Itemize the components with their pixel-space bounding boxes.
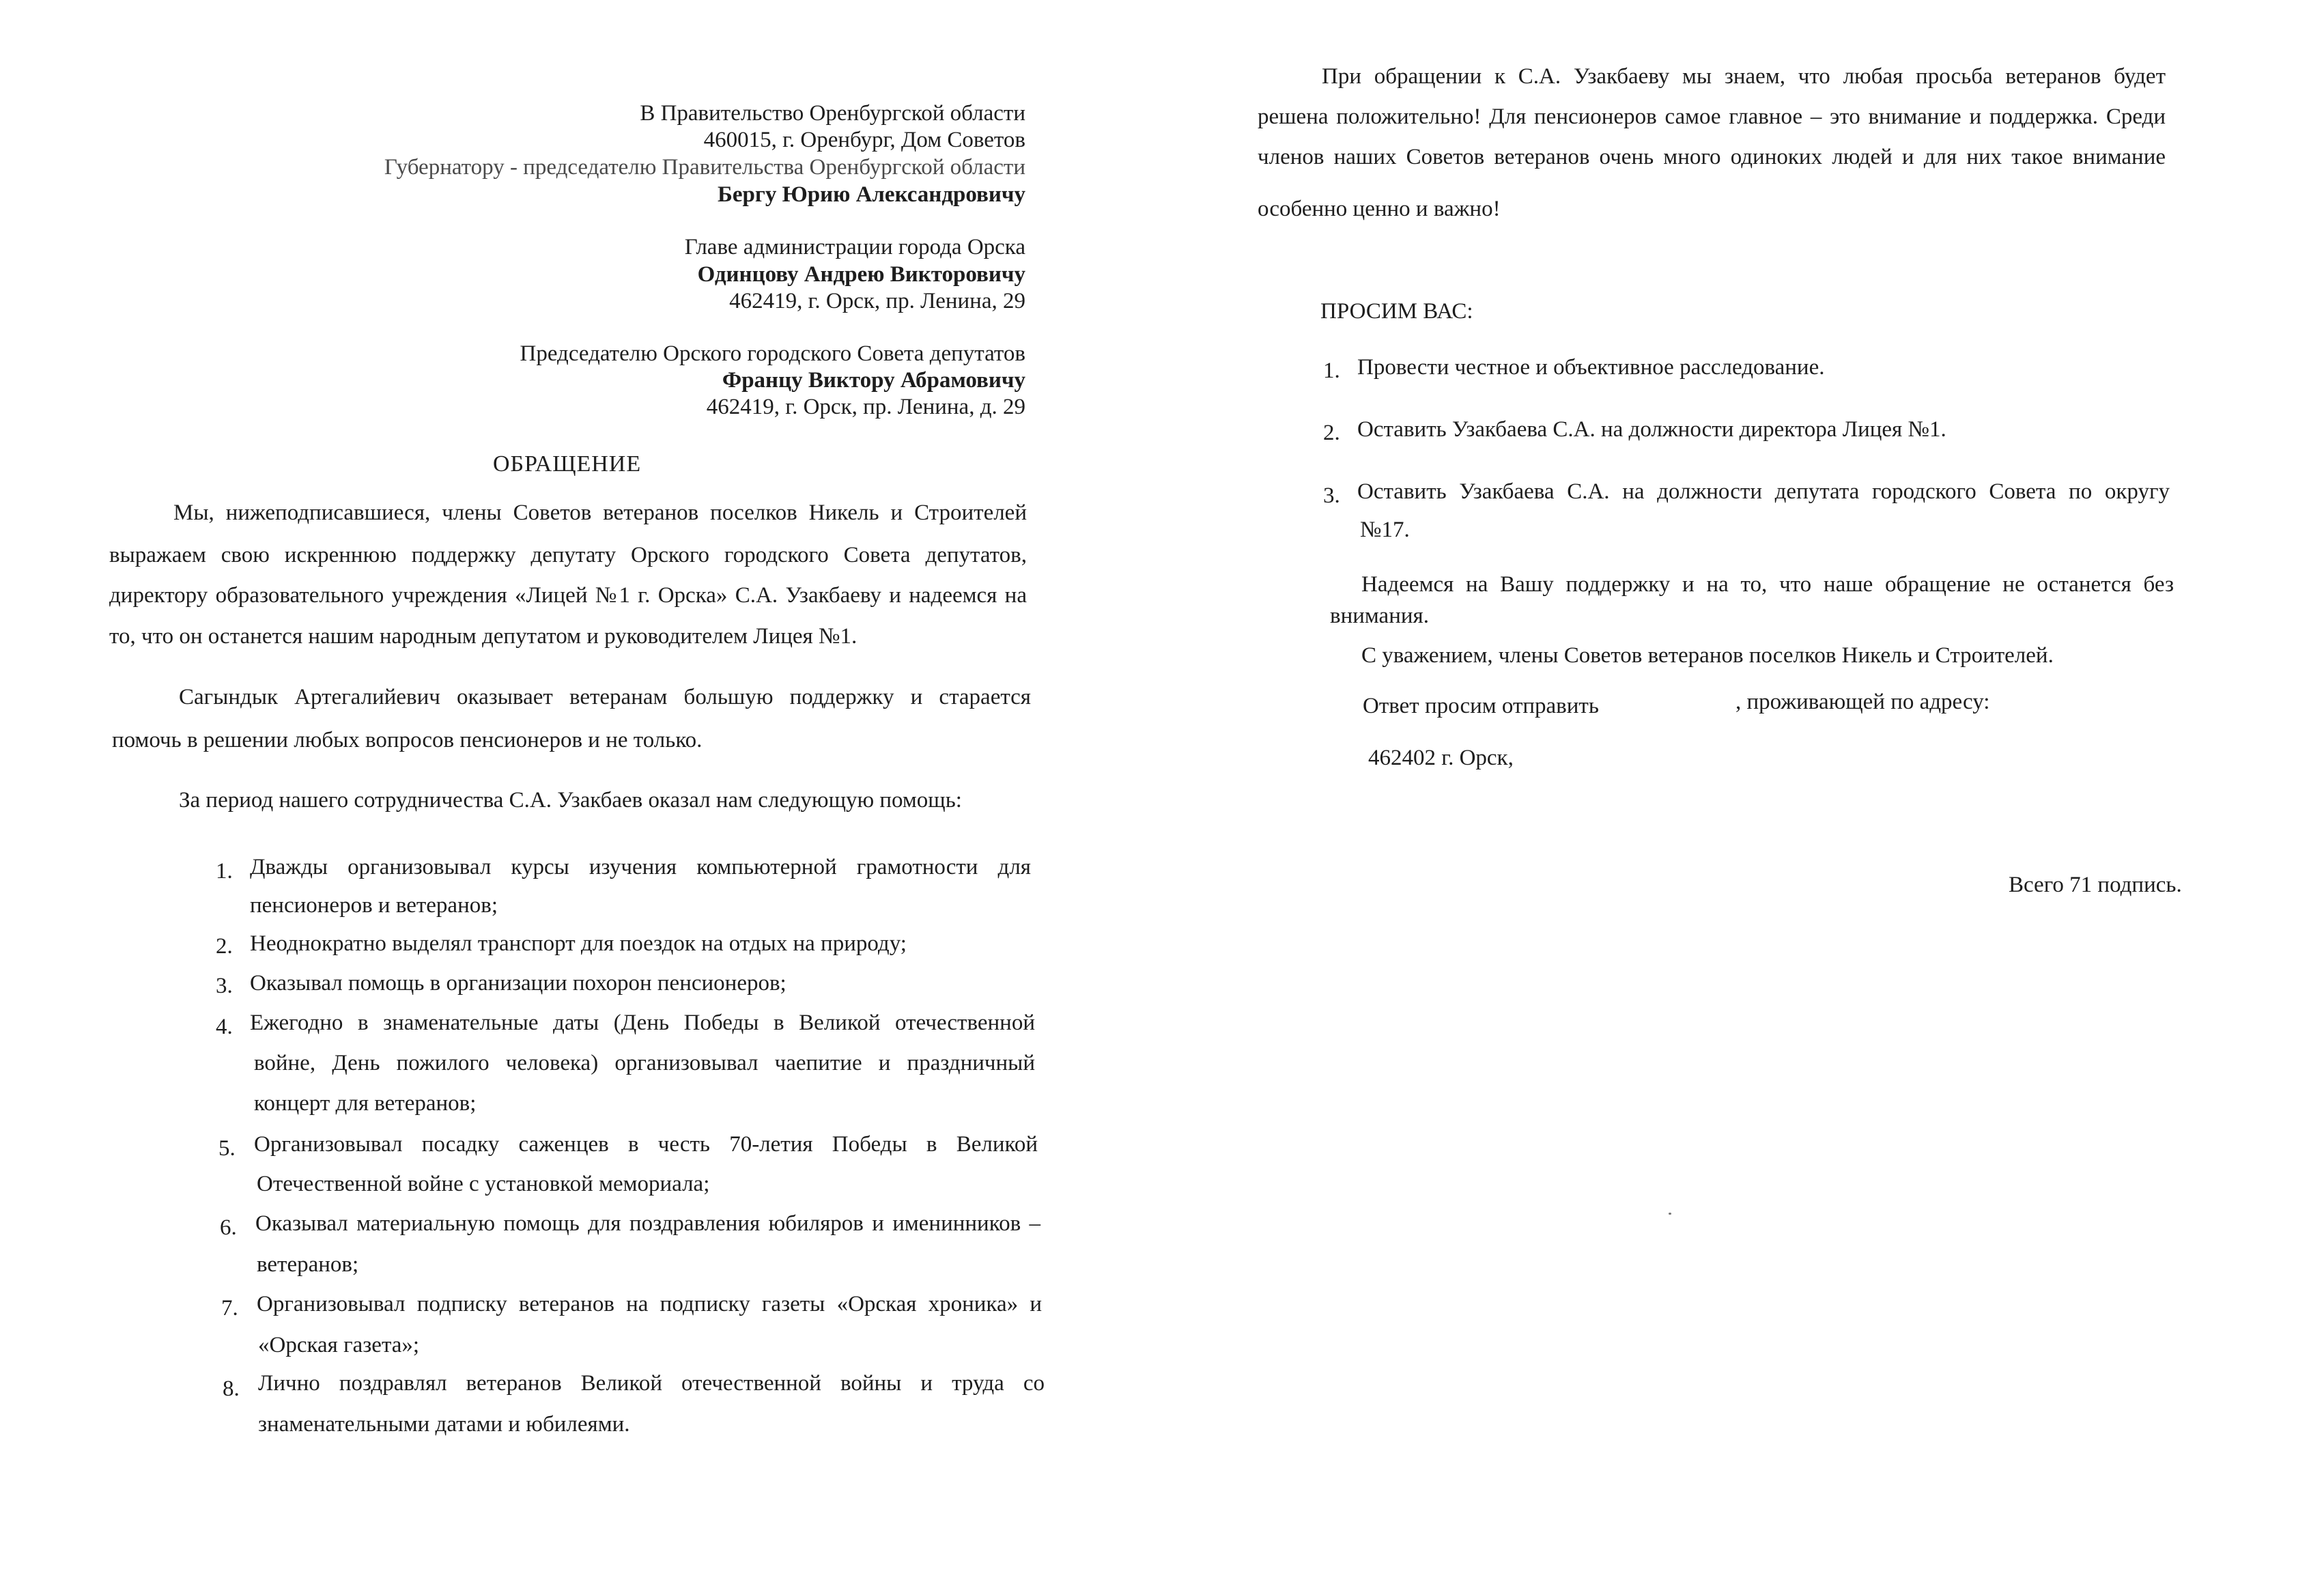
text-line: выражаем свою искреннюю поддержку депутату Орского городского Совета депутатов, [109,543,1027,567]
list-number: 2. [1323,421,1340,445]
document-title: ОБРАЩЕНИЕ [493,451,642,477]
list-item-line: знаменательными датами и юбилеями. [258,1412,630,1437]
list-item-line: Дважды организовывал курсы изучения компьютерной грамотности для [250,855,1031,879]
reply-text: , проживающей по адресу: [1735,690,1990,714]
list-item-line: войне, День пожилого человека) организовывал чаепитие и праздничный [254,1051,1035,1075]
addressee-name: Бергу Юрию Александровичу [718,182,1025,207]
reply-text: Ответ просим отправить [1363,694,1599,718]
regards-line: С уважением, члены Советов ветеранов поселков Никель и Строителей. [1361,643,2054,668]
list-item-line: Оказывал материальную помощь для поздравления юбиляров и именинников – [255,1211,1040,1236]
list-number: 8. [223,1377,240,1401]
list-item-line: Оказывал помощь в организации похорон пенсионеров; [250,971,787,996]
addressee-name: Францу Виктору Абрамовичу [722,368,1025,393]
list-number: 6. [220,1215,237,1240]
address-line: 462402 г. Орск, [1368,746,1514,770]
addressee-line: Председателю Орского городского Совета депутатов [520,341,1025,366]
list-item-line: №17. [1360,518,1410,542]
addressee-line: 462419, г. Орск, пр. Ленина, 29 [729,289,1025,313]
list-item-line: Лично поздравлял ветеранов Великой отечественной войны и труда со [258,1371,1045,1396]
list-number: 4. [216,1015,233,1039]
text-line: директору образовательного учреждения «Лицей №1 г. Орска» С.А. Узакбаеву и надеемся на [109,583,1027,608]
text-line: внимания. [1330,604,1429,628]
addressee-line: 460015, г. Оренбург, Дом Советов [703,128,1025,152]
list-number: 7. [221,1296,238,1321]
list-item-line: концерт для ветеранов; [254,1091,477,1116]
list-number: 1. [216,859,233,884]
text-line: членов наших Советов ветеранов очень много одиноких людей и для них такое внимание [1258,145,2166,169]
text-line: Надеемся на Вашу поддержку и на то, что наше обращение не останется без [1361,572,2174,597]
list-item-line: Оставить Узакбаева С.А. на должности директора Лицея №1. [1357,417,1946,442]
text-line: При обращении к С.А. Узакбаеву мы знаем, что любая просьба ветеранов будет [1322,64,2166,89]
list-item-line: Организовывал подписку ветеранов на подписку газеты «Орская хроника» и [257,1292,1042,1316]
list-item-line: Организовывал посадку саженцев в честь 70-летия Победы в Великой [254,1132,1038,1157]
addressee-line: Губернатору - председателю Правительства Оренбургской области [384,155,1025,180]
addressee-line: В Правительство Оренбургской области [640,101,1025,126]
list-item-line: Ежегодно в знаменательные даты (День Победы в Великой отечественной [250,1011,1035,1035]
text-line: Мы, нижеподписавшиеся, члены Советов ветеранов поселков Никель и Строителей [173,500,1027,525]
list-number: 3. [1323,483,1340,508]
text-line: Сагындык Артегалийевич оказывает ветеранам большую поддержку и старается [179,685,1031,709]
list-number: 3. [216,974,233,998]
addressee-name: Одинцову Андрею Викторовичу [697,262,1025,287]
list-number: 5. [218,1136,236,1161]
list-item-line: «Орская газета»; [258,1333,420,1357]
list-item-line: ветеранов; [257,1252,359,1277]
list-item-line: Провести честное и объективное расследование. [1357,355,1825,380]
text-line: решена положительно! Для пенсионеров самое главное – это внимание и поддержка. Среди [1258,104,2166,129]
signature-count: Всего 71 подпись. [2009,873,2182,897]
list-item-line: Оставить Узакбаева С.А. на должности депутата городского Совета по округу [1357,479,2170,504]
addressee-line: 462419, г. Орск, пр. Ленина, д. 29 [706,395,1025,419]
scan-speck [1669,1213,1671,1215]
right-page [1162,0,2324,1595]
text-line: то, что он останется нашим народным депутатом и руководителем Лицея №1. [109,624,858,649]
text-line: За период нашего сотрудничества С.А. Узакбаев оказал нам следующую помощь: [179,788,962,813]
list-item-line: Неоднократно выделял транспорт для поездок на отдых на природу; [250,931,907,956]
text-line: особенно ценно и важно! [1258,197,1501,221]
list-item-line: Отечественной войне с установкой мемориала; [257,1172,710,1196]
addressee-line: Главе администрации города Орска [684,235,1025,259]
left-page [0,0,1161,1595]
list-item-line: пенсионеров и ветеранов; [250,893,498,918]
text-line: помочь в решении любых вопросов пенсионеров и не только. [112,728,703,752]
list-number: 2. [216,934,233,959]
list-number: 1. [1323,358,1340,383]
request-heading: ПРОСИМ ВАС: [1320,299,1473,324]
